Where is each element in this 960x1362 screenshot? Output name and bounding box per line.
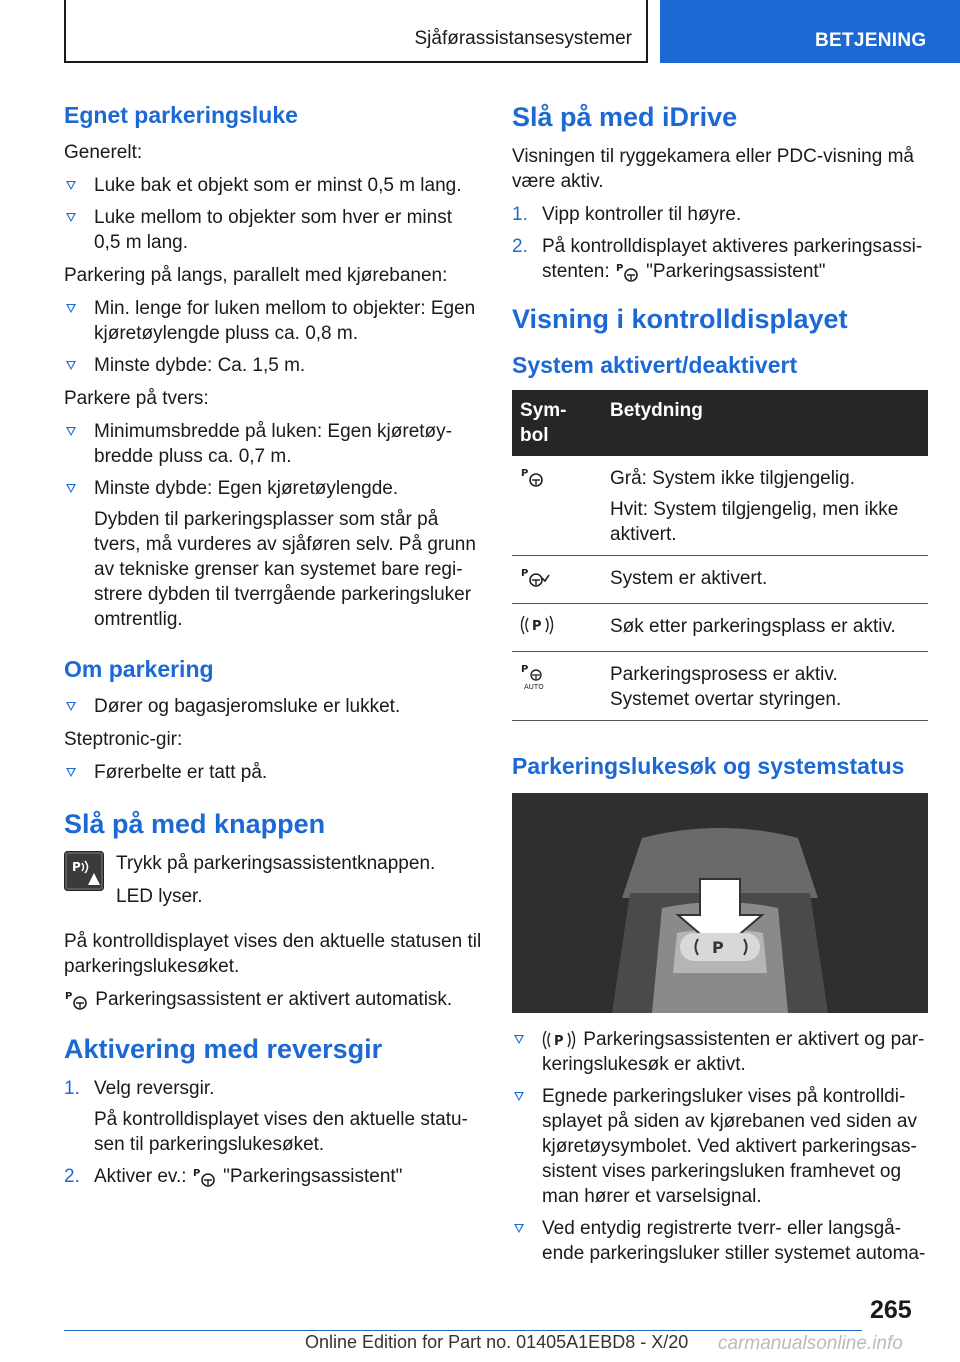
park-assist-icon [615,261,641,283]
park-assist-active-icon [520,566,550,588]
svg-text:P: P [521,468,529,479]
footer-divider [64,1330,862,1331]
list-item: Luke bak et objekt som er minst 0,5 m lang. [64,173,482,198]
text-intro: Visningen til ryggekamera eller PDC-visning må være aktiv. [512,146,914,192]
list-item: Min. lenge for luken mellom to objekter: Egen kjøretøylengde pluss ca. 0,8 m. [64,296,482,346]
list-item: 2. Aktiver ev.: P "Parkeringsassistent" [64,1166,403,1187]
table-row: P AUTO Parkeringsprosess er aktiv. Systemet overtar styringen. [512,652,928,721]
list-item: Luke mellom to objekter som hver er minst 0,5 m lang. [64,205,482,255]
svg-text:P: P [712,938,724,957]
table-row: P Grå: System ikke tilgjengelig. Hvit: System tilgjengelig, men ikke aktivert. [512,456,928,556]
header-chapter-tab[interactable]: BETJENING [660,0,960,63]
table-row: P System er aktivert. [512,556,928,604]
text-status: På kontrolldisplayet vises den aktuelle statusen til parkeringslukesøket. [64,931,482,977]
heading-parking-search: Parkeringslukesøk og systemstatus [512,753,905,779]
table-header: Betydning [602,390,928,456]
button-instruction [64,851,482,917]
list-general [64,173,482,255]
svg-text:P: P [521,664,529,675]
svg-text:AUTO: AUTO [524,683,544,690]
list-idrive-steps [512,202,928,284]
list-search-status [512,1027,928,1266]
page-number: 265 [870,1296,912,1324]
heading-display: Visning i kontrolldisplayet [512,304,848,334]
table-row: P Søk etter parkeringsplass er aktiv. [512,604,928,652]
svg-text:P: P [554,1033,564,1049]
heading-suitable-space: Egnet parkeringsluke [64,102,298,128]
list-item: Minste dybde: Ca. 1,5 m. [64,353,482,378]
heading-button: Slå på med knappen [64,809,326,839]
list-item: P Parkeringsassistenten er aktivert og par-keringslukesøk er aktivt. [512,1027,928,1077]
text-steptronic: Steptronic-gir: [64,729,183,750]
depth-note: Dybden til parkeringsplasser som står på tvers, må vurderes av sjåføren selv. På grunn av tekniske grenser kan systemet bare regi-strere dybden til tverrgående parkeringsluker omtrentlig. [94,509,476,630]
parking-search-icon [520,614,556,636]
list-parallel [64,296,482,378]
park-assist-icon [192,1166,218,1188]
list-item: 1. Vipp kontroller til høyre. [512,204,742,225]
list-item: Minste dybde: Egen kjøretøylengde. Dybden til parkeringsplasser som står på tvers, må vurderes av sjåføren selv. På grunn av tekniske grenser kan systemet bare regi-strere dybden til tverrgående parkeringsluker omtrentlig. [64,476,482,632]
heading-reverse-gear: Aktivering med reversgir [64,1034,383,1064]
list-item: Ved entydig registrerte tverr- eller langsgå-ende parkeringsluker stiller systemet automa- [512,1216,928,1266]
list-item: 2. På kontrolldisplayet aktiveres parkeringsassi-stenten: P "Parkeringsassistent" [512,236,923,282]
list-item: Egnede parkeringsluker vises på kontrolldi-splayet på siden av kjørebanen ved siden av kjøretøysymbolet. Ved aktivert parkeringsas-sistent vises parkeringsluken framhevet og man hører et varselsignal. [512,1084,928,1209]
text-auto-activated: P Parkeringsassistent er aktivert automatisk. [65,989,453,1010]
svg-text:P: P [192,1167,201,1179]
heading-system-status: System aktivert/deaktivert [512,352,798,378]
list-doors [64,694,482,719]
svg-text:P: P [72,860,81,874]
list-seatbelt [64,760,482,785]
table-header: Sym-bol [512,390,602,456]
park-assist-icon [520,466,546,488]
parking-display-illustration [512,793,928,1013]
footer-edition: Online Edition for Part no. 01405A1EBD8 - X/20 [305,1332,689,1352]
heading-idrive: Slå på med iDrive [512,102,738,132]
list-perpendicular [64,419,482,632]
table-header-row [512,390,928,456]
text-press-button: Trykk på parkeringsassistentknappen. [116,853,436,874]
list-item: Minimumsbredde på luken: Egen kjøretøy-bredde pluss ca. 0,7 m. [64,419,482,469]
text-parallel: Parkering på langs, parallelt med kjørebanen: [64,265,448,286]
watermark: carmanualsonline.info [718,1333,903,1354]
list-reverse-steps [64,1076,482,1189]
text-general: Generelt: [64,142,143,163]
right-column [512,100,928,1274]
list-item: Førerbelte er tatt på. [64,760,482,785]
park-assist-icon [64,989,90,1011]
parking-search-icon [542,1029,578,1051]
left-column [64,100,482,1197]
svg-text:P: P [65,990,73,1002]
text-perpendicular: Parkere på tvers: [64,388,209,409]
car-display-graphic [512,793,928,1013]
list-item: Dører og bagasjeromsluke er lukket. [64,694,482,719]
park-assist-button-icon [64,851,104,891]
park-assist-auto-icon [520,662,550,690]
list-item: 1. Velg reversgir. På kontrolldisplayet vises den aktuelle statu-sen til parkeringslukesøket. [64,1078,468,1155]
svg-text:P: P [615,262,624,274]
svg-text:P: P [521,568,529,579]
heading-about-parking: Om parkering [64,656,214,682]
header-section: Sjåførassistansesystemer [64,0,648,63]
svg-text:P: P [532,619,542,634]
symbol-table [512,390,928,721]
text-led: LED lyser. [116,886,203,907]
